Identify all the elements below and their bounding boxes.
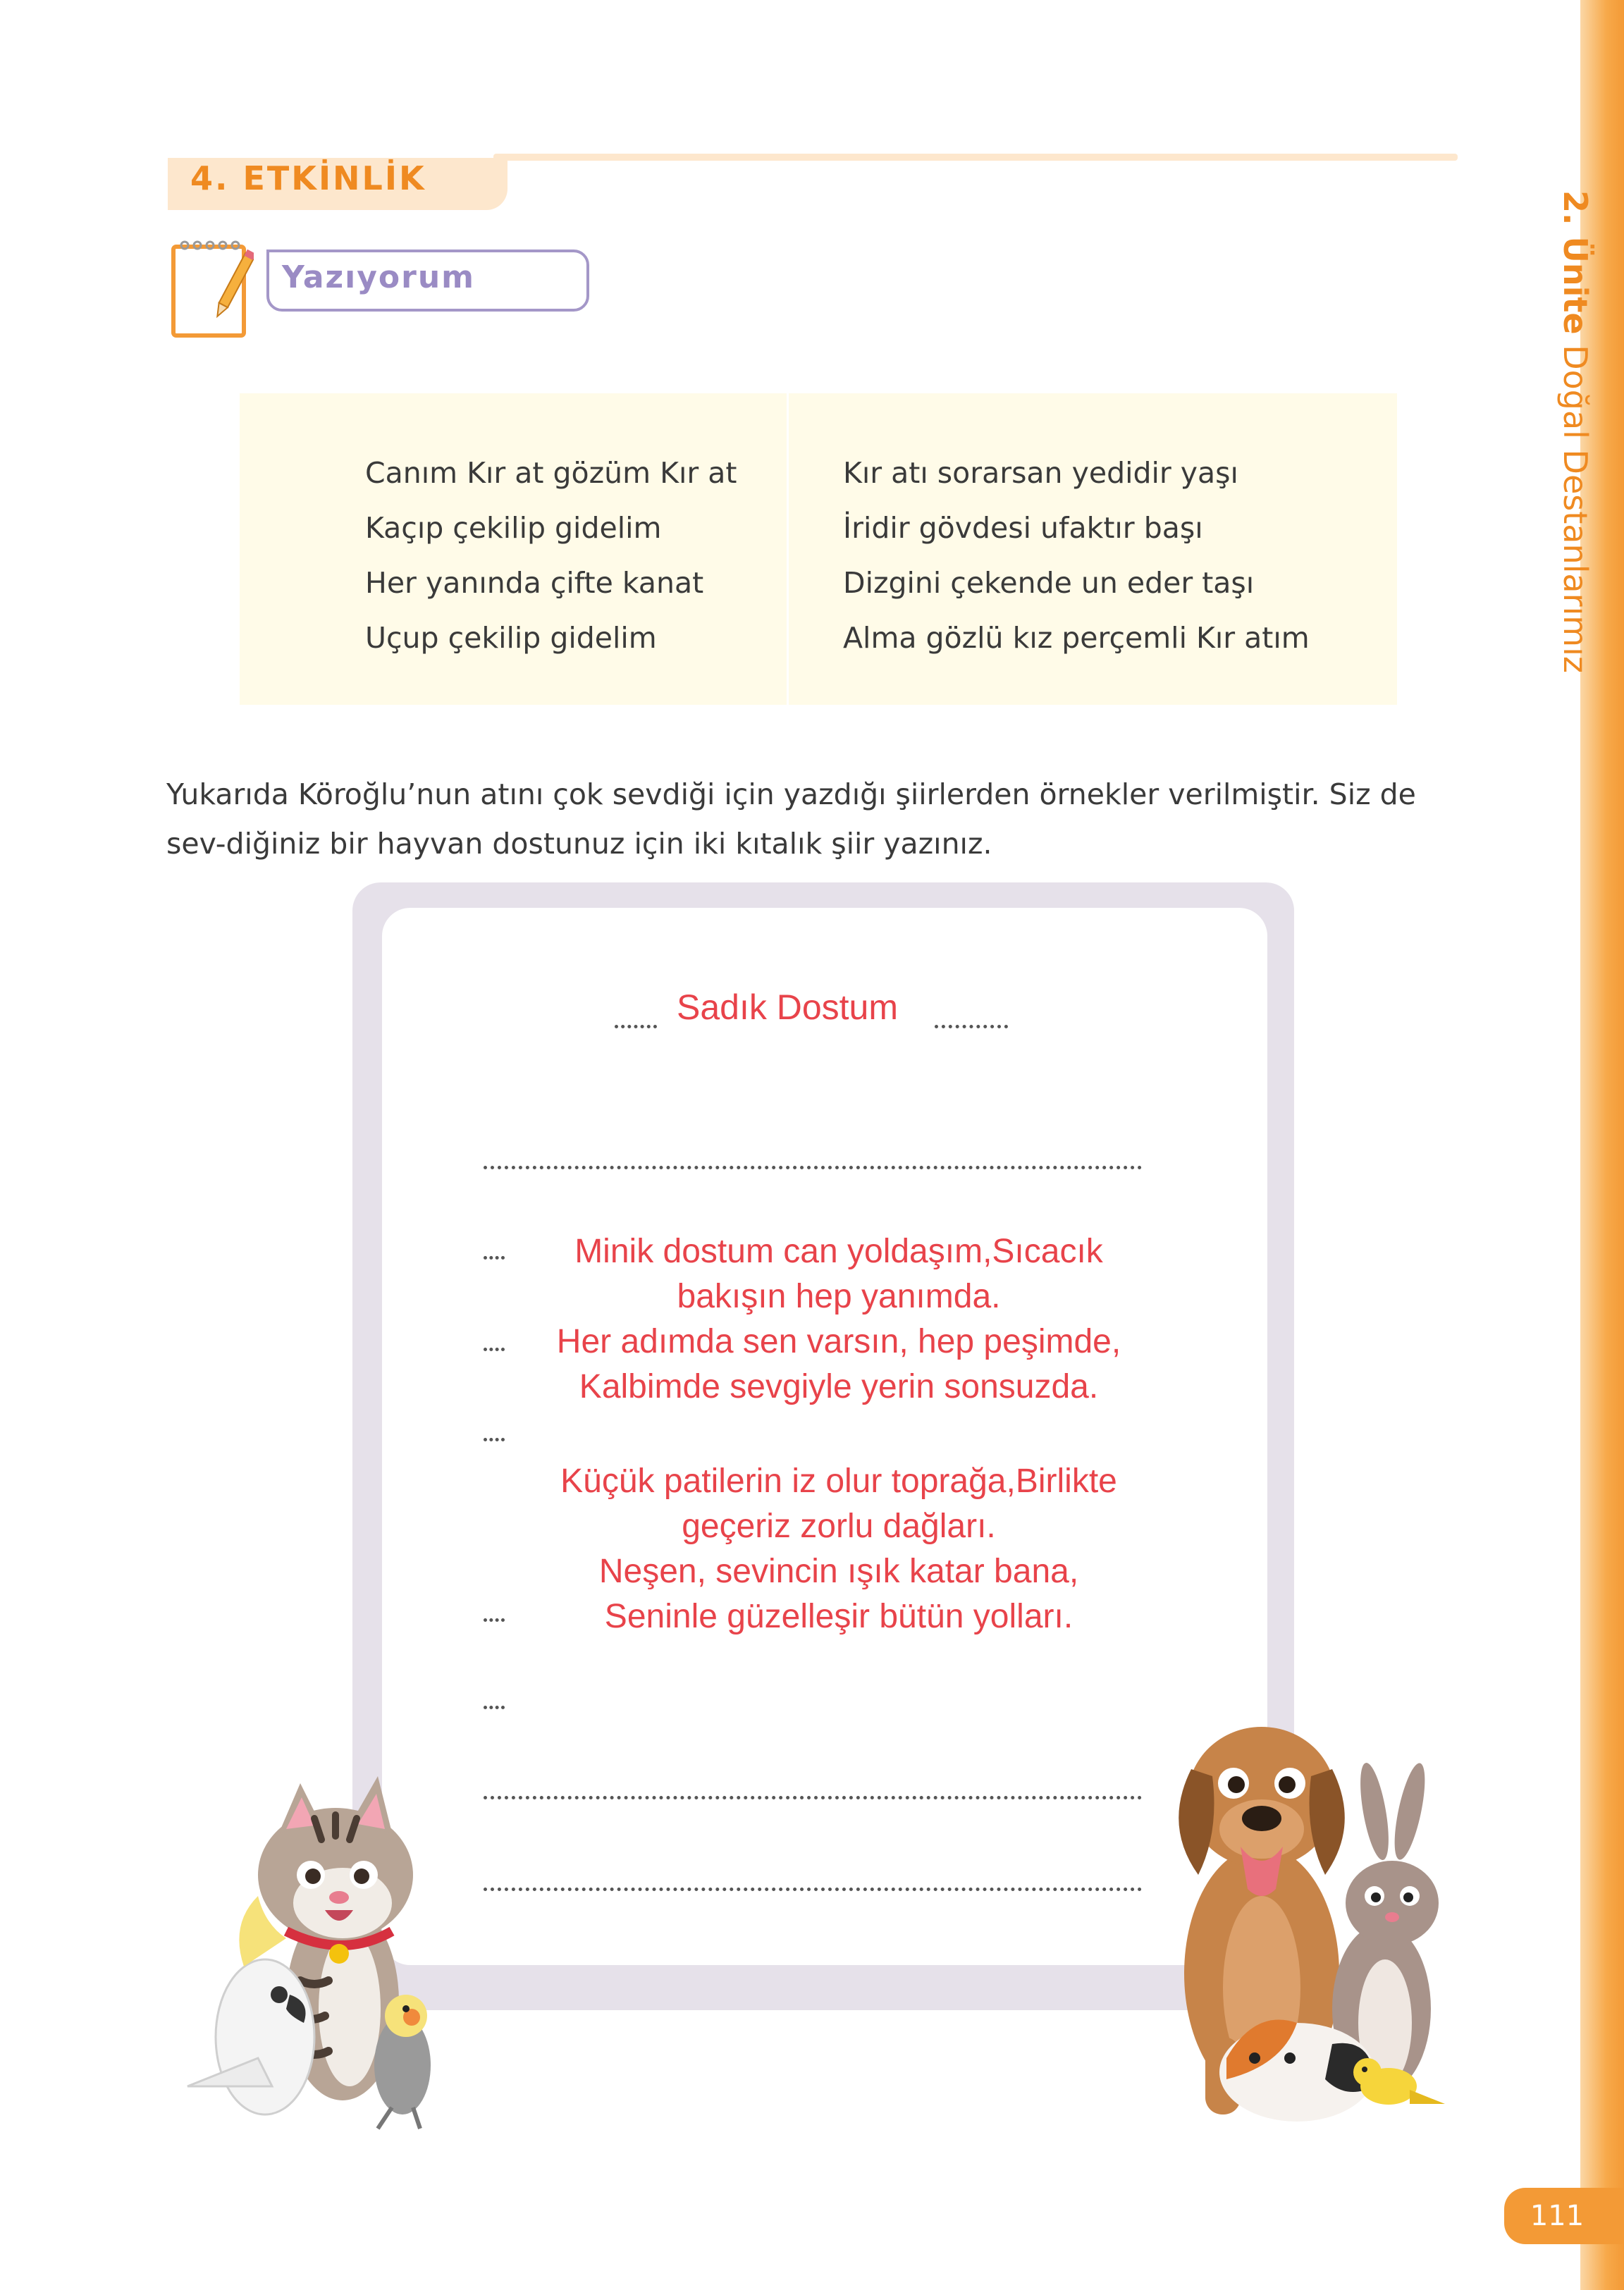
dotted-line (484, 1888, 1142, 1891)
dotted-line (484, 1166, 1142, 1169)
poem-right-column (843, 445, 1310, 665)
poem-left-column (365, 445, 737, 665)
poem-line: Canım Kır at gözüm Kır at (365, 456, 737, 490)
cat-and-birds-illustration (159, 1769, 484, 2136)
answer-line: Minik dostum can yoldaşım,Sıcacık (574, 1233, 1103, 1270)
section-label: Yazıyorum (282, 259, 475, 295)
answer-line: Kalbimde sevgiyle yerin sonsuzda. (579, 1368, 1099, 1405)
poem-line: Dizgini çekende un eder taşı (843, 566, 1255, 600)
poem-line: İridir gövdesi ufaktır başı (843, 511, 1203, 545)
answer-title: Sadık Dostum (677, 987, 899, 1027)
answer-line: bakışın hep yanımda. (677, 1278, 1001, 1315)
dotted-line (484, 1706, 505, 1709)
dotted-line (484, 1438, 505, 1441)
answer-line: Neşen, sevincin ışık katar bana, (598, 1553, 1079, 1590)
answer-stanza-2 (493, 1459, 1184, 1639)
unit-name: Doğal Destanlarımız (1556, 345, 1594, 674)
dog-rabbit-guineapig-illustration (1156, 1706, 1466, 2129)
answer-line: Seninle güzelleşir bütün yolları. (604, 1598, 1074, 1635)
dotted-line (484, 1796, 1142, 1799)
answer-line: Her adımda sen varsın, hep peşimde, (556, 1323, 1121, 1360)
activity-label: 4. ETKİNLİK (190, 159, 426, 197)
page-number: 111 (1504, 2188, 1624, 2244)
answer-stanza-1 (493, 1229, 1184, 1410)
poem-line: Uçup çekilip gidelim (365, 621, 657, 655)
poem-line: Her yanında çifte kanat (365, 566, 704, 600)
notepad-pencil-icon (169, 237, 254, 340)
answer-line: Küçük patilerin iz olur toprağa,Birlikte (560, 1463, 1117, 1500)
dotted-line (935, 1025, 1008, 1028)
poem-line: Kır atı sorarsan yedidir yaşı (843, 456, 1238, 490)
dotted-line (615, 1025, 657, 1028)
writing-area[interactable] (382, 908, 1267, 1965)
unit-title-vertical (1556, 190, 1594, 673)
poem-divider (787, 393, 789, 705)
answer-line: geçeriz zorlu dağları. (682, 1508, 996, 1545)
activity-header-line (493, 154, 1458, 161)
unit-number: 2. Ünite (1556, 190, 1594, 335)
instruction-text: Yukarıda Köroğlu’nun atını çok sevdiği için yazdığı şiirlerden örnekler verilmiştir. Siz de sev-diğiniz bir hayvan dostunuz için iki kıtalık şiir yazınız. (166, 777, 1416, 861)
poem-line: Alma gözlü kız perçemli Kır atım (843, 621, 1310, 655)
poem-line: Kaçıp çekilip gidelim (365, 511, 662, 545)
